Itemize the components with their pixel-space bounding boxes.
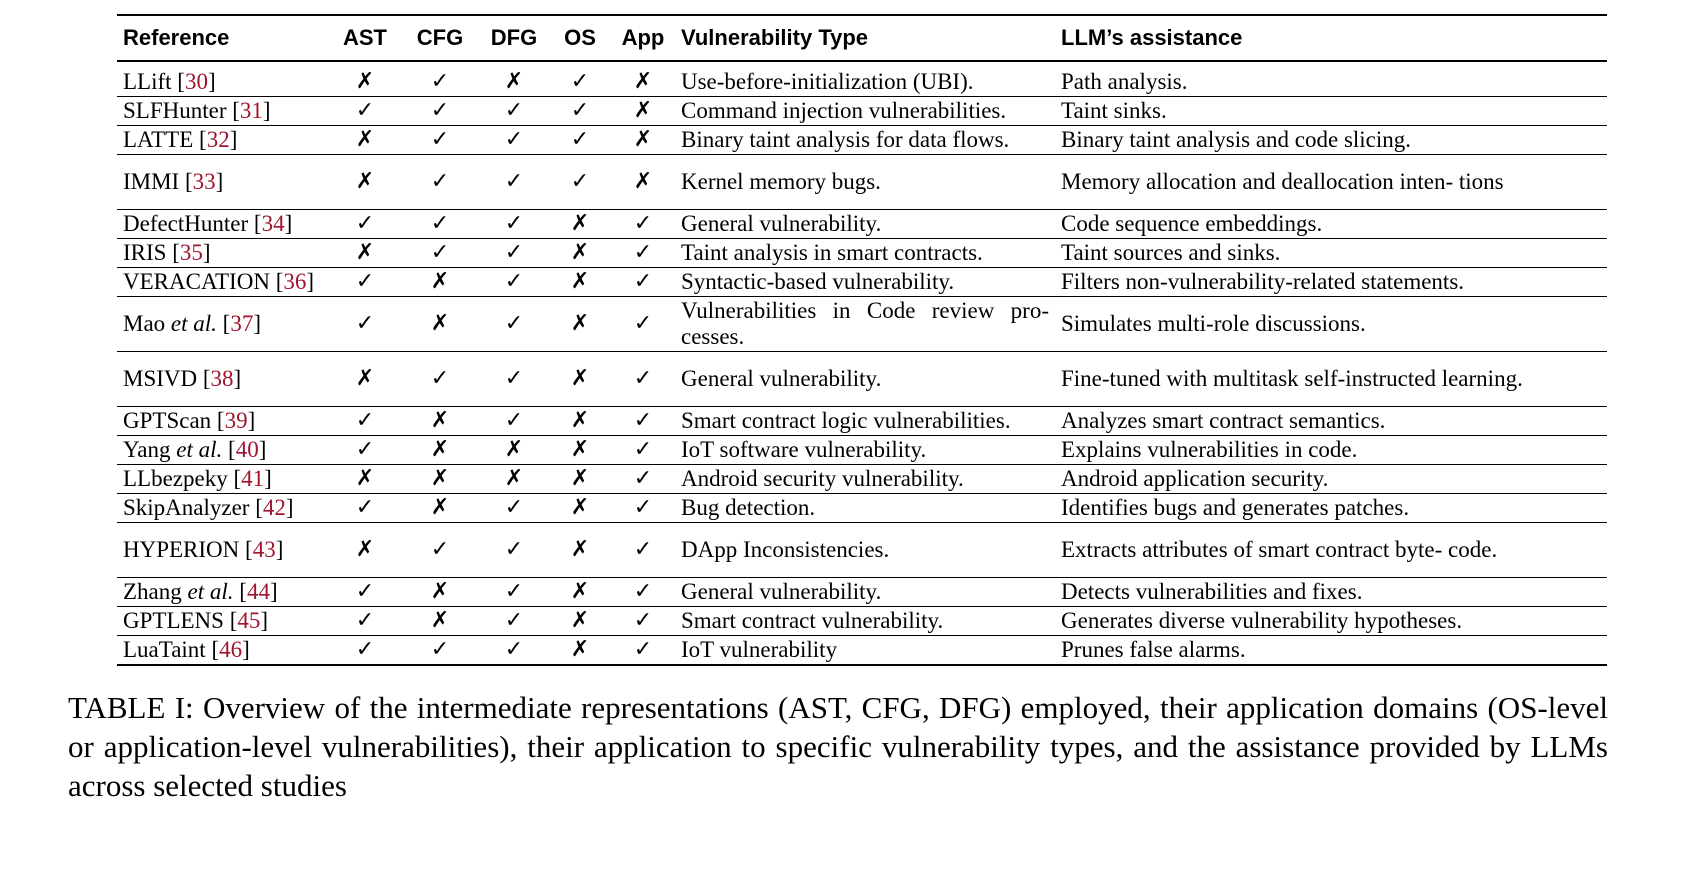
dfg-mark: ✓ xyxy=(479,268,549,297)
reference-name: LLift xyxy=(123,69,172,94)
table-header-row xyxy=(117,15,1607,61)
llm-assistance-cell: Explains vulnerabilities in code. xyxy=(1055,436,1607,465)
table-row xyxy=(117,607,1607,636)
citation-link[interactable]: 38 xyxy=(210,366,234,391)
reference-cell: VERACATION [36] xyxy=(117,268,329,297)
citation-link[interactable]: 32 xyxy=(206,127,230,152)
cfg-mark: ✗ xyxy=(401,578,479,607)
app-mark: ✓ xyxy=(611,436,675,465)
vulnerability-type-cell: Binary taint analysis for data flows. xyxy=(675,126,1055,155)
table-body xyxy=(117,61,1607,665)
table-row xyxy=(117,210,1607,239)
os-mark: ✗ xyxy=(549,578,611,607)
cfg-mark: ✗ xyxy=(401,607,479,636)
vulnerability-type-cell: General vulnerability. xyxy=(675,352,1055,407)
table-row xyxy=(117,407,1607,436)
dfg-mark: ✗ xyxy=(479,436,549,465)
llm-assistance-cell: Identifies bugs and generates patches. xyxy=(1055,494,1607,523)
dfg-mark: ✓ xyxy=(479,155,549,210)
dfg-mark: ✓ xyxy=(479,607,549,636)
os-mark: ✗ xyxy=(549,465,611,494)
vulnerability-type-cell: IoT software vulnerability. xyxy=(675,436,1055,465)
app-mark: ✓ xyxy=(611,239,675,268)
dfg-mark: ✓ xyxy=(479,523,549,578)
ast-mark: ✓ xyxy=(329,494,401,523)
os-mark: ✓ xyxy=(549,155,611,210)
llm-assistance-cell: Path analysis. xyxy=(1055,61,1607,97)
reference-name: LATTE xyxy=(123,127,194,152)
app-mark: ✓ xyxy=(611,523,675,578)
os-mark: ✓ xyxy=(549,126,611,155)
llm-assistance-cell: Memory allocation and deallocation inten- tions xyxy=(1055,155,1607,210)
cfg-mark: ✓ xyxy=(401,210,479,239)
citation-link[interactable]: 33 xyxy=(192,169,216,194)
os-mark: ✗ xyxy=(549,297,611,352)
table-row xyxy=(117,61,1607,97)
os-mark: ✗ xyxy=(549,268,611,297)
cfg-mark: ✓ xyxy=(401,61,479,97)
reference-name: Zhang xyxy=(123,579,182,604)
vulnerability-type-cell: Smart contract logic vulnerabilities. xyxy=(675,407,1055,436)
dfg-mark: ✓ xyxy=(479,494,549,523)
ast-mark: ✓ xyxy=(329,636,401,666)
header-cfg: CFG xyxy=(401,15,479,61)
table-row xyxy=(117,126,1607,155)
ast-mark: ✓ xyxy=(329,436,401,465)
vulnerability-type-cell: Android security vulnerability. xyxy=(675,465,1055,494)
cfg-mark: ✗ xyxy=(401,436,479,465)
app-mark: ✓ xyxy=(611,465,675,494)
app-mark: ✓ xyxy=(611,494,675,523)
llm-assistance-cell: Binary taint analysis and code slicing. xyxy=(1055,126,1607,155)
vulnerability-type-cell: Vulnerabilities in Code review pro- cesses. xyxy=(675,297,1055,352)
dfg-mark: ✓ xyxy=(479,210,549,239)
ast-mark: ✓ xyxy=(329,578,401,607)
reference-name: IMMI xyxy=(123,169,180,194)
cfg-mark: ✗ xyxy=(401,494,479,523)
reference-cell: MSIVD [38] xyxy=(117,352,329,407)
overview-table-container xyxy=(117,14,1607,666)
citation-link[interactable]: 42 xyxy=(262,495,286,520)
os-mark: ✗ xyxy=(549,352,611,407)
citation-link[interactable]: 45 xyxy=(237,608,261,633)
cfg-mark: ✗ xyxy=(401,407,479,436)
citation-link[interactable]: 40 xyxy=(235,437,259,462)
table-row xyxy=(117,239,1607,268)
app-mark: ✓ xyxy=(611,297,675,352)
cfg-mark: ✓ xyxy=(401,97,479,126)
table-row xyxy=(117,523,1607,578)
citation-link[interactable]: 35 xyxy=(179,240,203,265)
os-mark: ✗ xyxy=(549,436,611,465)
dfg-mark: ✗ xyxy=(479,61,549,97)
cfg-mark: ✓ xyxy=(401,126,479,155)
reference-name: MSIVD xyxy=(123,366,198,391)
app-mark: ✗ xyxy=(611,61,675,97)
os-mark: ✗ xyxy=(549,210,611,239)
os-mark: ✓ xyxy=(549,97,611,126)
cfg-mark: ✓ xyxy=(401,155,479,210)
reference-suffix: et al. xyxy=(170,311,217,336)
dfg-mark: ✓ xyxy=(479,407,549,436)
llm-assistance-cell: Taint sinks. xyxy=(1055,97,1607,126)
header-os: OS xyxy=(549,15,611,61)
reference-name: Mao xyxy=(123,311,166,336)
table-row xyxy=(117,636,1607,666)
dfg-mark: ✓ xyxy=(479,97,549,126)
llm-assistance-cell: Code sequence embeddings. xyxy=(1055,210,1607,239)
reference-cell: Zhang et al. [44] xyxy=(117,578,329,607)
header-reference: Reference xyxy=(117,15,329,61)
dfg-mark: ✓ xyxy=(479,126,549,155)
llm-assistance-cell: Android application security. xyxy=(1055,465,1607,494)
llm-assistance-cell: Filters non-vulnerability-related statements. xyxy=(1055,268,1607,297)
cfg-mark: ✗ xyxy=(401,268,479,297)
citation-link[interactable]: 30 xyxy=(184,69,208,94)
reference-name: VERACATION xyxy=(123,269,270,294)
reference-name: SkipAnalyzer xyxy=(123,495,250,520)
vulnerability-type-cell: Command injection vulnerabilities. xyxy=(675,97,1055,126)
ast-mark: ✓ xyxy=(329,407,401,436)
dfg-mark: ✓ xyxy=(479,297,549,352)
reference-cell: IMMI [33] xyxy=(117,155,329,210)
vulnerability-type-cell: General vulnerability. xyxy=(675,210,1055,239)
table-row xyxy=(117,578,1607,607)
reference-cell: SkipAnalyzer [42] xyxy=(117,494,329,523)
header-ast: AST xyxy=(329,15,401,61)
citation-link[interactable]: 31 xyxy=(239,98,263,123)
vulnerability-type-cell: Taint analysis in smart contracts. xyxy=(675,239,1055,268)
dfg-mark: ✓ xyxy=(479,239,549,268)
llm-assistance-cell: Extracts attributes of smart contract byte- code. xyxy=(1055,523,1607,578)
reference-cell: LuaTaint [46] xyxy=(117,636,329,666)
cfg-mark: ✗ xyxy=(401,465,479,494)
vulnerability-type-cell: Use-before-initialization (UBI). xyxy=(675,61,1055,97)
cfg-mark: ✗ xyxy=(401,297,479,352)
ast-mark: ✗ xyxy=(329,155,401,210)
os-mark: ✗ xyxy=(549,494,611,523)
reference-name: LuaTaint xyxy=(123,637,206,662)
reference-cell: SLFHunter [31] xyxy=(117,97,329,126)
ast-mark: ✗ xyxy=(329,239,401,268)
reference-cell: IRIS [35] xyxy=(117,239,329,268)
table-row xyxy=(117,155,1607,210)
citation-link[interactable]: 36 xyxy=(283,269,307,294)
reference-name: HYPERION xyxy=(123,537,240,562)
ast-mark: ✓ xyxy=(329,97,401,126)
llm-assistance-cell: Prunes false alarms. xyxy=(1055,636,1607,666)
reference-cell: HYPERION [43] xyxy=(117,523,329,578)
app-mark: ✓ xyxy=(611,407,675,436)
vulnerability-type-cell: IoT vulnerability xyxy=(675,636,1055,666)
vulnerability-type-cell: General vulnerability. xyxy=(675,578,1055,607)
app-mark: ✓ xyxy=(611,268,675,297)
llm-assistance-cell: Analyzes smart contract semantics. xyxy=(1055,407,1607,436)
os-mark: ✗ xyxy=(549,607,611,636)
reference-cell: Yang et al. [40] xyxy=(117,436,329,465)
table-row xyxy=(117,436,1607,465)
table-row xyxy=(117,494,1607,523)
ast-mark: ✓ xyxy=(329,607,401,636)
dfg-mark: ✓ xyxy=(479,578,549,607)
overview-table xyxy=(117,14,1607,666)
header-llm-assistance: LLM’s assistance xyxy=(1055,15,1607,61)
dfg-mark: ✓ xyxy=(479,636,549,666)
app-mark: ✓ xyxy=(611,607,675,636)
table-row xyxy=(117,268,1607,297)
ast-mark: ✗ xyxy=(329,465,401,494)
reference-cell: LLift [30] xyxy=(117,61,329,97)
table-row xyxy=(117,352,1607,407)
citation-link[interactable]: 37 xyxy=(230,311,254,336)
reference-name: IRIS xyxy=(123,240,167,265)
reference-cell: LLbezpeky [41] xyxy=(117,465,329,494)
table-row xyxy=(117,465,1607,494)
reference-suffix: et al. xyxy=(187,579,234,604)
reference-name: GPTScan xyxy=(123,408,212,433)
app-mark: ✓ xyxy=(611,210,675,239)
table-caption: TABLE I: Overview of the intermediate representations (AST, CFG, DFG) employed, their application domains (OS-level or application-level vulnerabilities), their application to specific vulnerability types, and the assistance provided by LLMs across selected studies xyxy=(68,690,1608,803)
reference-cell: DefectHunter [34] xyxy=(117,210,329,239)
ast-mark: ✓ xyxy=(329,297,401,352)
app-mark: ✓ xyxy=(611,352,675,407)
ast-mark: ✗ xyxy=(329,523,401,578)
ast-mark: ✓ xyxy=(329,210,401,239)
cfg-mark: ✓ xyxy=(401,523,479,578)
reference-cell: GPTLENS [45] xyxy=(117,607,329,636)
citation-link[interactable]: 43 xyxy=(252,537,276,562)
llm-assistance-cell: Taint sources and sinks. xyxy=(1055,239,1607,268)
llm-assistance-cell: Fine-tuned with multitask self-instructed learning. xyxy=(1055,352,1607,407)
reference-name: Yang xyxy=(123,437,171,462)
header-dfg: DFG xyxy=(479,15,549,61)
cfg-mark: ✓ xyxy=(401,636,479,666)
app-mark: ✓ xyxy=(611,578,675,607)
app-mark: ✗ xyxy=(611,126,675,155)
table-row xyxy=(117,97,1607,126)
cfg-mark: ✓ xyxy=(401,352,479,407)
header-app: App xyxy=(611,15,675,61)
vulnerability-type-cell: Bug detection. xyxy=(675,494,1055,523)
os-mark: ✗ xyxy=(549,523,611,578)
reference-name: GPTLENS xyxy=(123,608,224,633)
reference-cell: LATTE [32] xyxy=(117,126,329,155)
ast-mark: ✓ xyxy=(329,268,401,297)
os-mark: ✓ xyxy=(549,61,611,97)
reference-suffix: et al. xyxy=(176,437,223,462)
reference-name: DefectHunter xyxy=(123,211,249,236)
os-mark: ✗ xyxy=(549,636,611,666)
vulnerability-type-cell: DApp Inconsistencies. xyxy=(675,523,1055,578)
citation-link[interactable]: 41 xyxy=(241,466,265,491)
vulnerability-type-cell: Smart contract vulnerability. xyxy=(675,607,1055,636)
ast-mark: ✗ xyxy=(329,61,401,97)
citation-link[interactable]: 39 xyxy=(224,408,248,433)
reference-name: SLFHunter xyxy=(123,98,227,123)
llm-assistance-cell: Detects vulnerabilities and fixes. xyxy=(1055,578,1607,607)
os-mark: ✗ xyxy=(549,407,611,436)
llm-assistance-cell: Simulates multi-role discussions. xyxy=(1055,297,1607,352)
dfg-mark: ✗ xyxy=(479,465,549,494)
reference-cell: GPTScan [39] xyxy=(117,407,329,436)
vulnerability-type-cell: Kernel memory bugs. xyxy=(675,155,1055,210)
llm-assistance-cell: Generates diverse vulnerability hypotheses. xyxy=(1055,607,1607,636)
app-mark: ✗ xyxy=(611,97,675,126)
cfg-mark: ✓ xyxy=(401,239,479,268)
dfg-mark: ✓ xyxy=(479,352,549,407)
app-mark: ✓ xyxy=(611,636,675,666)
app-mark: ✗ xyxy=(611,155,675,210)
reference-cell: Mao et al. [37] xyxy=(117,297,329,352)
citation-link[interactable]: 46 xyxy=(219,637,243,662)
reference-name: LLbezpeky xyxy=(123,466,228,491)
ast-mark: ✗ xyxy=(329,352,401,407)
header-vulnerability-type: Vulnerability Type xyxy=(675,15,1055,61)
citation-link[interactable]: 34 xyxy=(261,211,285,236)
citation-link[interactable]: 44 xyxy=(246,579,270,604)
ast-mark: ✗ xyxy=(329,126,401,155)
vulnerability-type-cell: Syntactic-based vulnerability. xyxy=(675,268,1055,297)
table-row xyxy=(117,297,1607,352)
os-mark: ✗ xyxy=(549,239,611,268)
